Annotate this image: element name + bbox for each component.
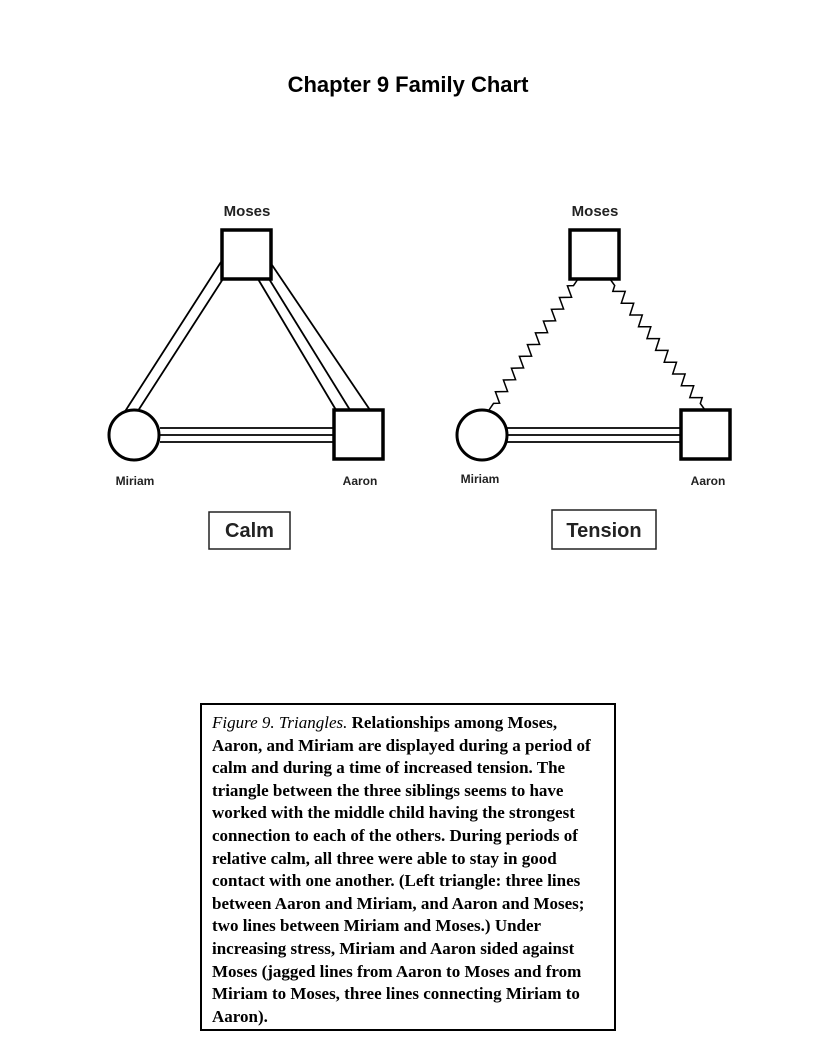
calm-miriam-aaron-link (160, 428, 334, 442)
calm-diagram (109, 203, 383, 549)
calm-state-label: Calm (225, 520, 274, 542)
tension-miriam-moses-link (489, 279, 578, 410)
calm-miriam-moses-link (124, 262, 230, 417)
page-title: Chapter 9 Family Chart (287, 72, 529, 97)
tension-miriam-aaron-link (507, 428, 681, 442)
tension-aaron-label: Aaron (690, 474, 726, 488)
figure-caption-label: Figure 9. Triangles. (212, 713, 348, 732)
figure-caption-body: Relationships among Moses, Aaron, and Miriam are displayed during a period of calm and during a time of increased tension. The triangle between the three siblings seems to have worked with the middle child having the strongest connection to each of the others. During periods of relative calm, all three were able to stay in good contact with one another. (Left triangle: three lines between Aaron and Miriam, and Aaron and Moses; two lines between Miriam and Moses.) Under increasing stress, Miriam and Aaron sided against Moses (jagged lines from Aaron to Moses and from Miriam to Moses, three lines connecting Miriam to Aaron). (212, 713, 591, 1026)
tension-moses-label: Moses (571, 203, 619, 220)
figure-caption (200, 703, 616, 1031)
calm-miriam-label: Miriam (115, 474, 155, 488)
tension-aaron-moses-link (610, 279, 705, 410)
calm-miriam-node (109, 410, 159, 460)
calm-aaron-moses-link (258, 265, 370, 410)
tension-aaron-node (681, 410, 730, 459)
tension-diagram (457, 203, 730, 549)
tension-state-label: Tension (566, 520, 642, 542)
tension-moses-node (570, 230, 619, 279)
tension-miriam-label: Miriam (460, 472, 500, 486)
calm-moses-label: Moses (223, 203, 271, 220)
calm-moses-node (222, 230, 271, 279)
calm-aaron-label: Aaron (342, 474, 378, 488)
tension-miriam-node (457, 410, 507, 460)
calm-aaron-node (334, 410, 383, 459)
